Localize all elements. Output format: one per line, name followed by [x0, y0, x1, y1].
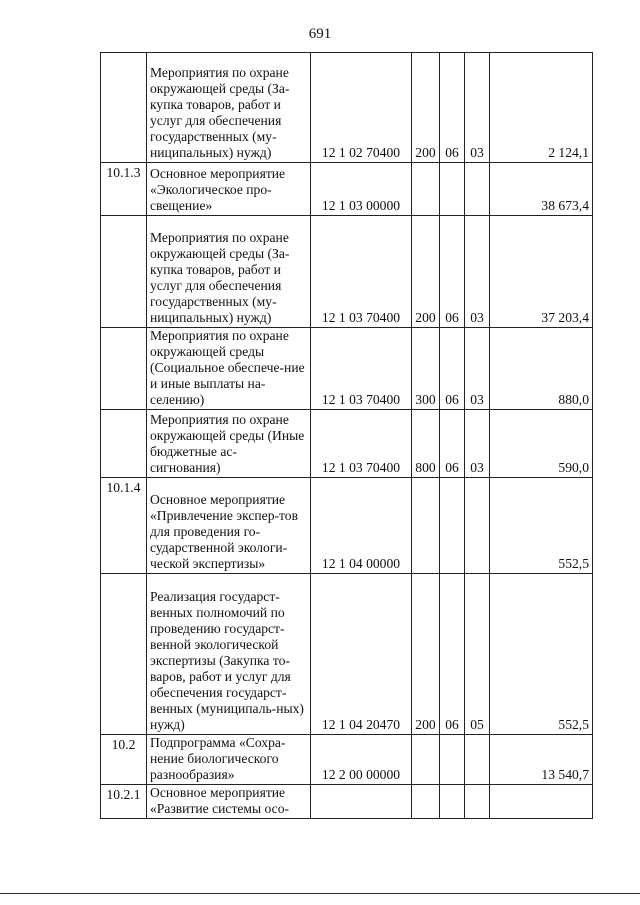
row-code-cell: 12 1 04 20470 [311, 574, 412, 735]
row-section-cell [440, 785, 465, 819]
row-code-cell: 12 1 03 70400 [311, 216, 412, 328]
row-subsection-cell: 03 [465, 328, 490, 410]
table-row [101, 163, 593, 216]
row-amount-cell: 2 124,1 [490, 53, 593, 163]
row-number-cell [101, 410, 147, 478]
row-amount-cell: 13 540,7 [490, 735, 593, 785]
table-row [101, 410, 593, 478]
row-subsection-cell: 05 [465, 574, 490, 735]
row-code-cell: 12 1 03 70400 [311, 328, 412, 410]
table-row [101, 216, 593, 328]
row-name-cell: Мероприятия по охране окружающей среды (Иные бюджетные ас-сигнования) [147, 410, 311, 478]
row-vr-cell: 200 [412, 574, 440, 735]
row-section-cell: 06 [440, 53, 465, 163]
row-number-cell: 10.1.4 [101, 478, 147, 574]
row-code-cell [311, 785, 412, 819]
row-code-cell: 12 2 00 00000 [311, 735, 412, 785]
row-vr-cell: 200 [412, 53, 440, 163]
row-code-cell: 12 1 02 70400 [311, 53, 412, 163]
row-vr-cell [412, 163, 440, 216]
table-row [101, 328, 593, 410]
row-section-cell [440, 735, 465, 785]
row-number-cell [101, 216, 147, 328]
table-row [101, 53, 593, 163]
row-name-cell: Подпрограмма «Сохра-нение биологического разнообразия» [147, 735, 311, 785]
row-subsection-cell: 03 [465, 410, 490, 478]
table-body [101, 53, 593, 819]
budget-table [100, 52, 593, 819]
bottom-rule [0, 893, 640, 894]
table-row [101, 478, 593, 574]
row-number-cell: 10.2 [101, 735, 147, 785]
row-code-cell: 12 1 03 70400 [311, 410, 412, 478]
page-number: 691 [308, 26, 332, 42]
row-name-cell: Основное мероприятие «Развитие системы осо- [147, 785, 311, 819]
row-name-cell: Мероприятия по охране окружающей среды (За-купка товаров, работ и услуг для обеспечения государственных (му-ниципальных) нужд) [147, 216, 311, 328]
row-name-cell: Реализация государст-венных полномочий по проведению государст-венной экологической экспертизы (Закупка то-варов, работ и услуг для обеспечения государст-венных (муниципаль-ных) нужд) [147, 574, 311, 735]
row-vr-cell [412, 735, 440, 785]
row-number-cell: 10.1.3 [101, 163, 147, 216]
row-amount-cell: 880,0 [490, 328, 593, 410]
row-code-cell: 12 1 04 00000 [311, 478, 412, 574]
row-vr-cell: 800 [412, 410, 440, 478]
table-row [101, 735, 593, 785]
row-vr-cell: 300 [412, 328, 440, 410]
row-code-cell: 12 1 03 00000 [311, 163, 412, 216]
row-amount-cell: 552,5 [490, 478, 593, 574]
row-amount-cell: 590,0 [490, 410, 593, 478]
row-subsection-cell: 03 [465, 53, 490, 163]
row-subsection-cell: 03 [465, 216, 490, 328]
row-section-cell: 06 [440, 216, 465, 328]
row-amount-cell: 552,5 [490, 574, 593, 735]
row-section-cell [440, 478, 465, 574]
row-name-cell: Основное мероприятие «Привлечение экспер-тов для проведения го-сударственной экологи-ческой экспертизы» [147, 478, 311, 574]
row-amount-cell: 38 673,4 [490, 163, 593, 216]
row-number-cell [101, 53, 147, 163]
row-vr-cell [412, 785, 440, 819]
row-subsection-cell [465, 163, 490, 216]
table-row [101, 574, 593, 735]
row-name-cell: Основное мероприятие «Экологическое про-свещение» [147, 163, 311, 216]
row-vr-cell [412, 478, 440, 574]
row-number-cell: 10.2.1 [101, 785, 147, 819]
row-number-cell [101, 328, 147, 410]
row-name-cell: Мероприятия по охране окружающей среды (За-купка товаров, работ и услуг для обеспечения государственных (му-ниципальных) нужд) [147, 53, 311, 163]
row-subsection-cell [465, 785, 490, 819]
row-section-cell: 06 [440, 328, 465, 410]
row-subsection-cell [465, 478, 490, 574]
row-name-cell: Мероприятия по охране окружающей среды (Социальное обеспече-ние и иные выплаты на-селению) [147, 328, 311, 410]
row-amount-cell [490, 785, 593, 819]
row-number-cell [101, 574, 147, 735]
row-subsection-cell [465, 735, 490, 785]
row-section-cell: 06 [440, 410, 465, 478]
row-section-cell [440, 163, 465, 216]
table-row [101, 785, 593, 819]
row-section-cell: 06 [440, 574, 465, 735]
row-vr-cell: 200 [412, 216, 440, 328]
row-amount-cell: 37 203,4 [490, 216, 593, 328]
